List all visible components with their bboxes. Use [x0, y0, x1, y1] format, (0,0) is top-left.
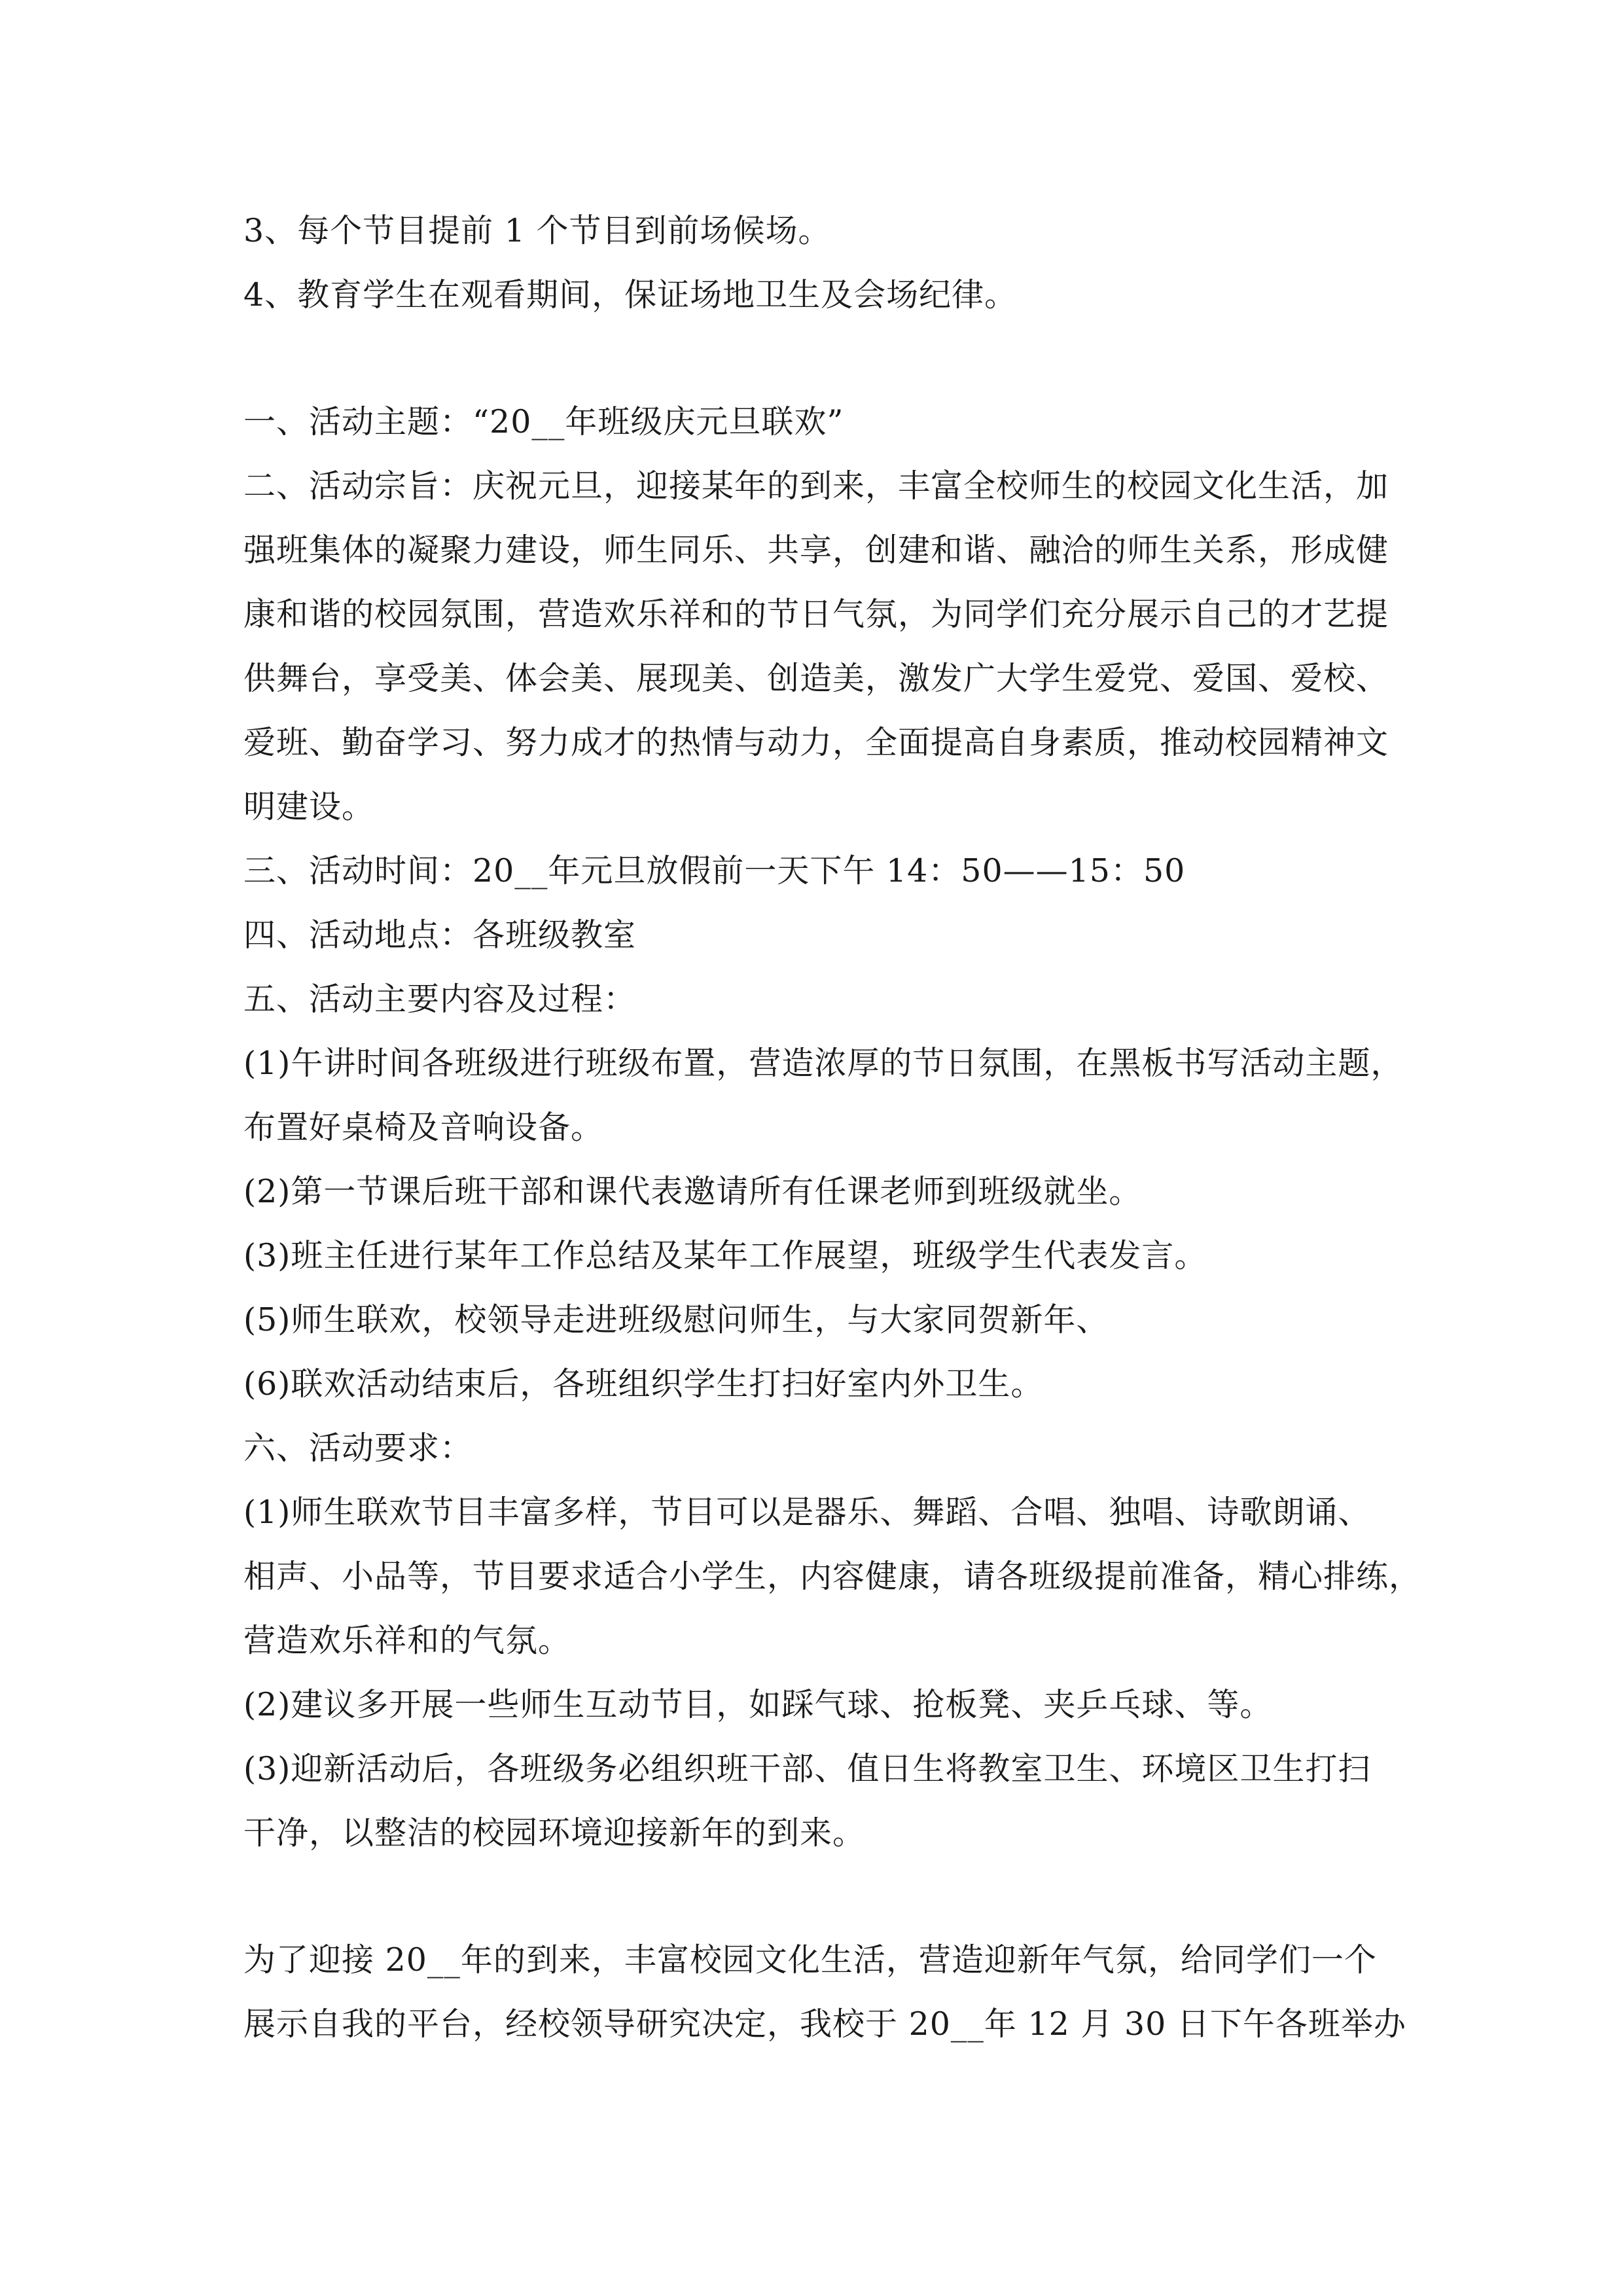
activity-purpose-line: 明建设。 [243, 788, 375, 825]
activity-purpose-line: 二、活动宗旨：庆祝元旦，迎接某年的到来，丰富全校师生的校园文化生活，加 [243, 467, 1389, 505]
requirement-item-4: 4、教育学生在观看期间，保证场地卫生及会场纪律。 [243, 276, 1018, 314]
closing-paragraph-line: 为了迎接 20__年的到来，丰富校园文化生活，营造迎新年气氛，给同学们一个 [243, 1941, 1377, 1979]
activity-location: 四、活动地点：各班级教室 [243, 916, 637, 954]
paragraph-gap [243, 327, 1395, 390]
activity-requirement-item: (1)师生联欢节目丰富多样，节目可以是器乐、舞蹈、合唱、独唱、诗歌朗诵、 [243, 1494, 1371, 1531]
activity-content-item: 布置好桌椅及音响设备。 [243, 1109, 604, 1146]
activity-content-item: (6)联欢活动结束后，各班组织学生打扫好室内外卫生。 [243, 1365, 1044, 1403]
activity-requirement-item: 干净，以整洁的校园环境迎接新年的到来。 [243, 1814, 866, 1852]
requirement-item-3: 3、每个节目提前 1 个节目到前场候场。 [243, 212, 831, 249]
document-body [243, 199, 1422, 2056]
activity-content-item: (2)第一节课后班干部和课代表邀请所有任课老师到班级就坐。 [243, 1173, 1142, 1210]
activity-requirement-item: 营造欢乐祥和的气氛。 [243, 1622, 571, 1659]
closing-paragraph-line: 展示自我的平台，经校领导研究决定，我校于 20__年 12 月 30 日下午各班举办 [243, 2005, 1406, 2043]
activity-content-heading: 五、活动主要内容及过程： [243, 980, 637, 1018]
activity-time: 三、活动时间：20__年元旦放假前一天下午 14：50——15：50 [243, 852, 1186, 889]
activity-purpose-line: 爱班、勤奋学习、努力成才的热情与动力，全面提高自身素质，推动校园精神文 [243, 724, 1389, 761]
activity-content-item: (3)班主任进行某年工作总结及某年工作展望，班级学生代表发言。 [243, 1237, 1207, 1274]
activity-requirement-item: 相声、小品等，节目要求适合小学生，内容健康，请各班级提前准备，精心排练， [243, 1558, 1422, 1595]
activity-requirements-heading: 六、活动要求： [243, 1429, 473, 1467]
activity-theme: 一、活动主题：“20__年班级庆元旦联欢” [243, 403, 844, 440]
activity-requirement-item: (3)迎新活动后，各班级务必组织班干部、值日生将教室卫生、环境区卫生打扫 [243, 1750, 1371, 1787]
activity-requirement-item: (2)建议多开展一些师生互动节目，如踩气球、抢板凳、夹乒乓球、等。 [243, 1686, 1273, 1723]
paragraph-gap [243, 1865, 1395, 1928]
activity-purpose-line: 康和谐的校园氛围，营造欢乐祥和的节日气氛，为同学们充分展示自己的才艺提 [243, 596, 1389, 633]
activity-purpose-line: 强班集体的凝聚力建设，师生同乐、共享，创建和谐、融洽的师生关系，形成健 [243, 531, 1389, 569]
activity-content-item: (5)师生联欢，校领导走进班级慰问师生，与大家同贺新年、 [243, 1301, 1109, 1338]
activity-purpose-line: 供舞台，享受美、体会美、展现美、创造美，激发广大学生爱党、爱国、爱校、 [243, 660, 1389, 697]
activity-content-item: (1)午讲时间各班级进行班级布置，营造浓厚的节日氛围，在黑板书写活动主题， [243, 1045, 1404, 1082]
